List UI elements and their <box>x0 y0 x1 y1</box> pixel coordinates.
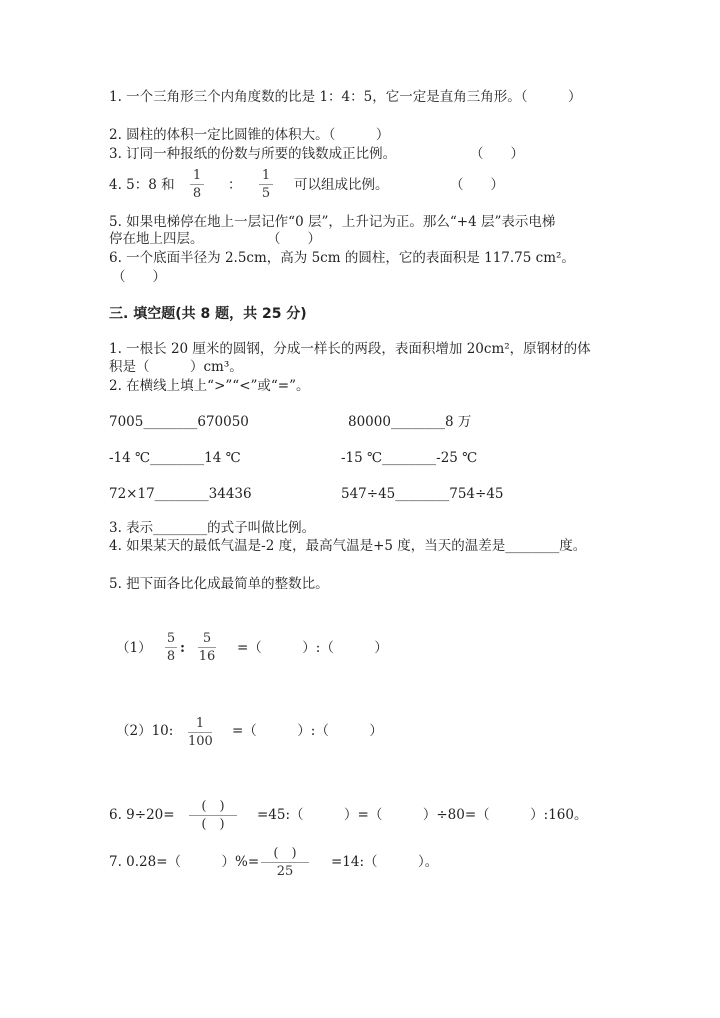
fill-q6-suffix[interactable]: =45:（ ）=（ ）÷80=（ ）:160。 <box>257 807 588 823</box>
fill-q5-2-label: （2）10: <box>116 723 174 739</box>
fill-q7-prefix[interactable]: 7. 0.28=（ ）%= <box>109 854 260 870</box>
colon: ： <box>228 177 242 193</box>
compare-row-3-right: 547÷45________754÷45 <box>341 486 504 502</box>
compare-row-2-left: -14 ℃________14 ℃ <box>109 450 241 466</box>
fill-q5-1-label: （1） <box>116 640 152 656</box>
fraction-1-100: 1 100 <box>188 716 213 749</box>
fill-q5: 5. 把下面各比化成最简单的整数比。 <box>109 576 329 592</box>
fill-q7-suffix[interactable]: =14:（ ）。 <box>331 854 439 870</box>
fraction-bar <box>259 184 273 185</box>
judge-q3: 3. 订同一种报纸的份数与所要的钱数成正比例。 <box>109 146 397 162</box>
judge-q1: 1. 一个三角形三个内角度数的比是 1：4：5，它一定是直角三角形。（ ） <box>109 89 582 105</box>
judge-q6-line1: 6. 一个底面半径为 2.5cm，高为 5cm 的圆柱，它的表面积是 117.75 cm²。 <box>109 250 575 266</box>
fill-q2: 2. 在横线上填上“>”“<”或“=”。 <box>109 378 310 394</box>
judge-q4-prefix: 4. 5：8 和 <box>109 177 175 193</box>
fraction-bar <box>198 647 216 648</box>
judge-q4-answer-blank[interactable]: （ ） <box>450 177 504 193</box>
fill-q5-2-answer-blank[interactable]: =（ ）:（ ） <box>232 723 383 739</box>
judge-q3-answer-blank[interactable]: （ ） <box>470 146 524 162</box>
fraction-bar <box>189 815 237 816</box>
fill-q4: 4. 如果某天的最低气温是-2 度，最高气温是+5 度，当天的温差是________度。 <box>109 538 587 554</box>
judge-q5-line2: 停在地上四层。 <box>109 231 204 247</box>
compare-row-3-left: 72×17________34436 <box>109 486 252 502</box>
compare-row-1-right: 80000________8 万 <box>348 414 472 430</box>
fraction-blank-over-blank[interactable]: ( ) ( ) <box>189 799 237 832</box>
fill-q1-line1: 1. 一根长 20 厘米的圆钢，分成一样长的两段，表面积增加 20cm²，原钢材的体 <box>109 341 591 357</box>
fraction-5-8: 5 8 <box>166 631 176 664</box>
fill-q5-1-answer-blank[interactable]: =（ ）:（ ） <box>237 640 388 656</box>
fraction-blank-over-25[interactable]: ( ) 25 <box>261 846 309 879</box>
judge-q5-line1: 5. 如果电梯停在地上一层记作“0 层”，上升记为正。那么“+4 层”表示电梯 <box>109 214 556 230</box>
fraction-bar <box>188 732 212 733</box>
fraction-bar <box>261 862 309 863</box>
fill-q6-prefix: 6. 9÷20= <box>109 807 175 823</box>
judge-q5-answer-blank[interactable]: （ ） <box>267 231 321 247</box>
fraction-1-8: 1 8 <box>190 168 204 201</box>
fraction-1-5: 1 5 <box>259 168 273 201</box>
colon: : <box>180 640 185 656</box>
fill-q3: 3. 表示________的式子叫做比例。 <box>109 520 316 536</box>
judge-q4-suffix: 可以组成比例。 <box>294 177 389 193</box>
fraction-5-16: 5 16 <box>198 631 216 664</box>
fraction-bar <box>190 184 204 185</box>
fill-q1-line2: 积是（ ）cm³。 <box>109 359 243 375</box>
section-header-fill-in: 三. 填空题(共 8 题，共 25 分) <box>109 306 307 322</box>
judge-q6-answer-blank[interactable]: （ ） <box>112 269 166 285</box>
judge-q2: 2. 圆柱的体积一定比圆锥的体积大。（ ） <box>109 127 390 143</box>
compare-row-2-right: -15 ℃________-25 ℃ <box>341 450 478 466</box>
fraction-bar <box>165 647 177 648</box>
compare-row-1-left: 7005________670050 <box>109 414 249 430</box>
